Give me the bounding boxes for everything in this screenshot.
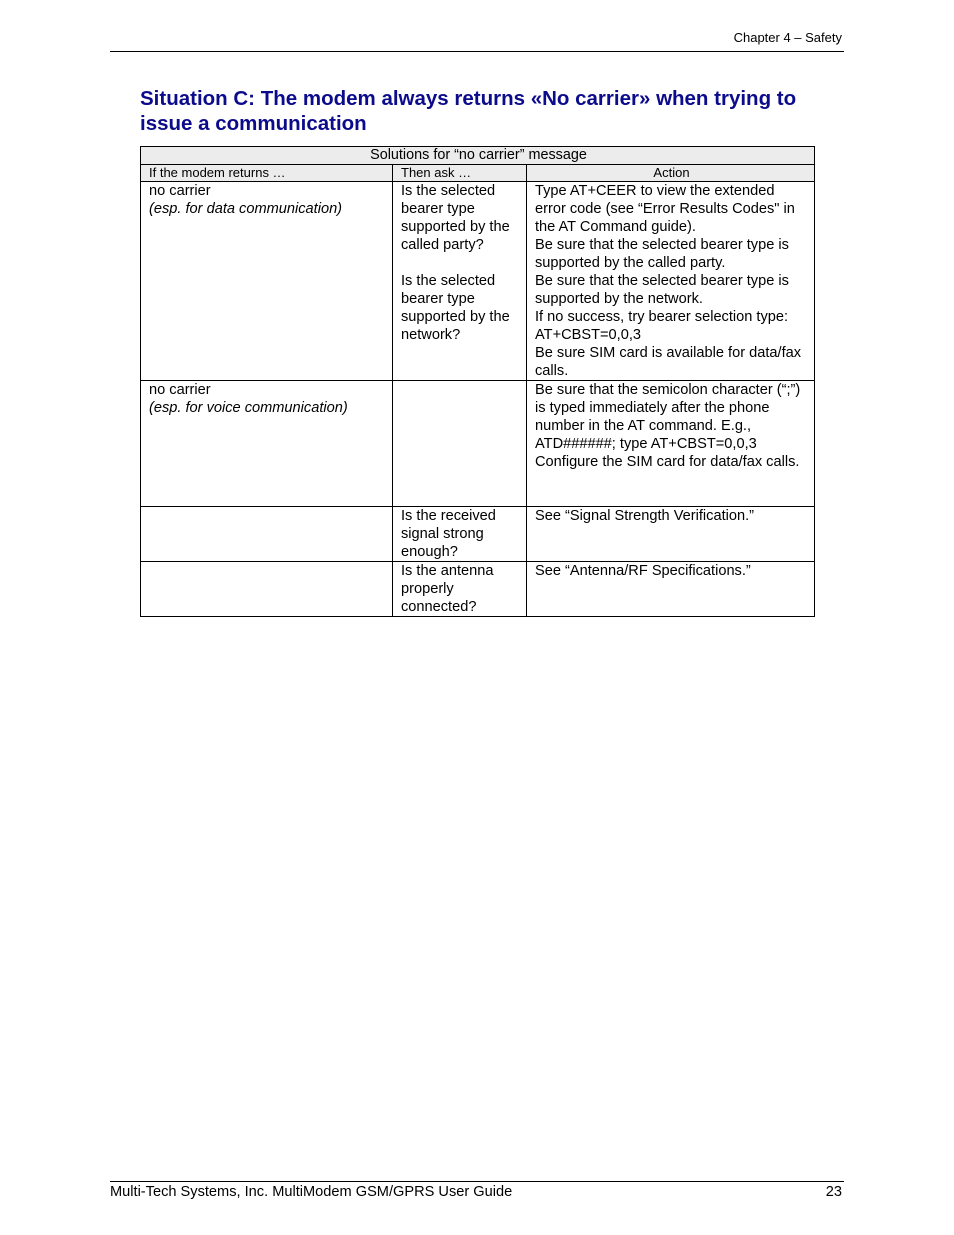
returns-note: (esp. for data communication) <box>149 201 343 217</box>
table-caption-row <box>141 147 815 165</box>
table-row <box>141 507 815 562</box>
action-text: See “Signal Strength Verification.” <box>535 508 755 524</box>
page-footer <box>110 1181 844 1200</box>
cell-returns <box>141 182 393 381</box>
action-text: Type AT+CEER to view the extended error code (see “Error Results Codes" in the AT Command guide). <box>535 183 795 235</box>
action-text: Be sure that the selected bearer type is supported by the called party. <box>535 237 789 271</box>
page-number: 23 <box>825 1184 842 1200</box>
cell-action <box>527 562 815 617</box>
cell-returns <box>141 381 393 507</box>
cell-ask <box>393 562 527 617</box>
cell-returns <box>141 507 393 562</box>
returns-note: (esp. for voice communication) <box>149 400 348 416</box>
solutions-table <box>140 146 815 617</box>
page-header <box>110 30 844 52</box>
cell-action <box>527 182 815 381</box>
chapter-label: Chapter 4 – Safety <box>733 30 842 45</box>
column-header-ask: Then ask … <box>393 165 527 182</box>
section-title: Situation C: The modem always returns «No carrier» when trying to issue a communication <box>140 87 797 135</box>
cell-returns <box>141 562 393 617</box>
cell-ask <box>393 381 527 507</box>
cell-ask <box>393 182 527 381</box>
cell-action <box>527 381 815 507</box>
table-row <box>141 381 815 507</box>
action-text: Be sure that the selected bearer type is supported by the network. <box>535 273 789 307</box>
ask-text: Is the received signal strong enough? <box>401 508 496 560</box>
action-text: See “Antenna/RF Specifications.” <box>535 563 751 579</box>
action-text: Configure the SIM card for data/fax calls. <box>535 454 800 470</box>
table-row <box>141 182 815 381</box>
action-text: If no success, try bearer selection type: AT+CBST=0,0,3 <box>535 309 789 343</box>
table-caption: Solutions for “no carrier” message <box>141 147 815 165</box>
column-header-returns: If the modem returns … <box>141 165 393 182</box>
table-header-row <box>141 165 815 182</box>
action-text: Be sure that the semicolon character (“;”) is typed immediately after the phone number in the AT command. E.g., ATD######; type AT+CBST=0,0,3 <box>535 382 801 452</box>
column-header-action: Action <box>527 165 815 182</box>
cell-ask <box>393 507 527 562</box>
action-text: Be sure SIM card is available for data/fax calls. <box>535 345 802 379</box>
table-row <box>141 562 815 617</box>
ask-text: Is the antenna properly connected? <box>401 563 494 615</box>
cell-action <box>527 507 815 562</box>
ask-text: Is the selected bearer type supported by the called party? <box>401 183 510 253</box>
returns-text: no carrier <box>149 382 211 398</box>
returns-text: no carrier <box>149 183 211 199</box>
footer-publisher: Multi-Tech Systems, Inc. MultiModem GSM/GPRS User Guide <box>110 1184 513 1200</box>
ask-text: Is the selected bearer type supported by the network? <box>401 273 510 343</box>
